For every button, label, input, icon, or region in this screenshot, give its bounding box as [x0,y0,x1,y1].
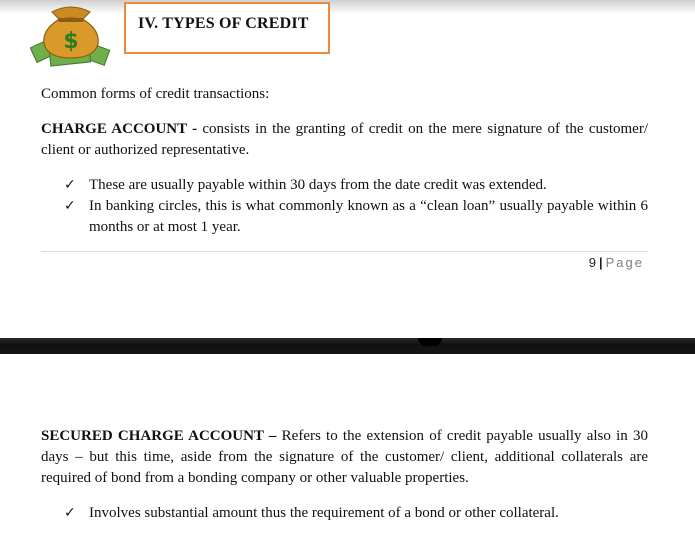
page-label: Page [605,255,644,270]
charge-account-bullet-list [64,175,648,238]
page-number: 9 [588,255,596,270]
secured-charge-account-paragraph [41,426,648,489]
intro-paragraph: Common forms of credit transactions: [41,86,270,102]
money-bag-icon [30,0,112,68]
secured-charge-account-term: SECURED CHARGE ACCOUNT – [41,428,277,444]
page-number-footer [589,255,644,270]
svg-text:$: $ [63,29,79,54]
charge-account-definition: consists in the granting of credit on the mere signature of the customer/ client or authorized representative. [41,121,648,158]
secured-charge-account-definition: Refers to the extension of credit payable usually also in 30 days – but this time, aside from the signature of the customer/ client, additional collaterals are required of bond from a bonding company or other valuable properties. [41,428,648,486]
list-item: ✓ These are usually payable within 30 days from the date credit was extended. [64,175,648,196]
section-title-box [124,2,330,54]
secured-charge-account-bullet-list [64,503,648,524]
list-item: ✓ In banking circles, this is what commonly known as a “clean loan” usually payable within 6 months or at most 1 year. [64,198,648,235]
check-icon: ✓ [64,505,76,521]
charge-account-term: CHARGE ACCOUNT - [41,121,198,137]
section-title: IV. TYPES OF CREDIT [138,15,309,32]
check-icon: ✓ [64,198,76,214]
list-item: ✓ Involves substantial amount thus the requirement of a bond or other collateral. [64,503,648,524]
check-icon: ✓ [64,177,76,193]
page-break-gap [0,338,695,354]
footer-divider [41,251,648,252]
charge-account-paragraph [41,119,648,161]
page-separator: | [598,255,603,270]
